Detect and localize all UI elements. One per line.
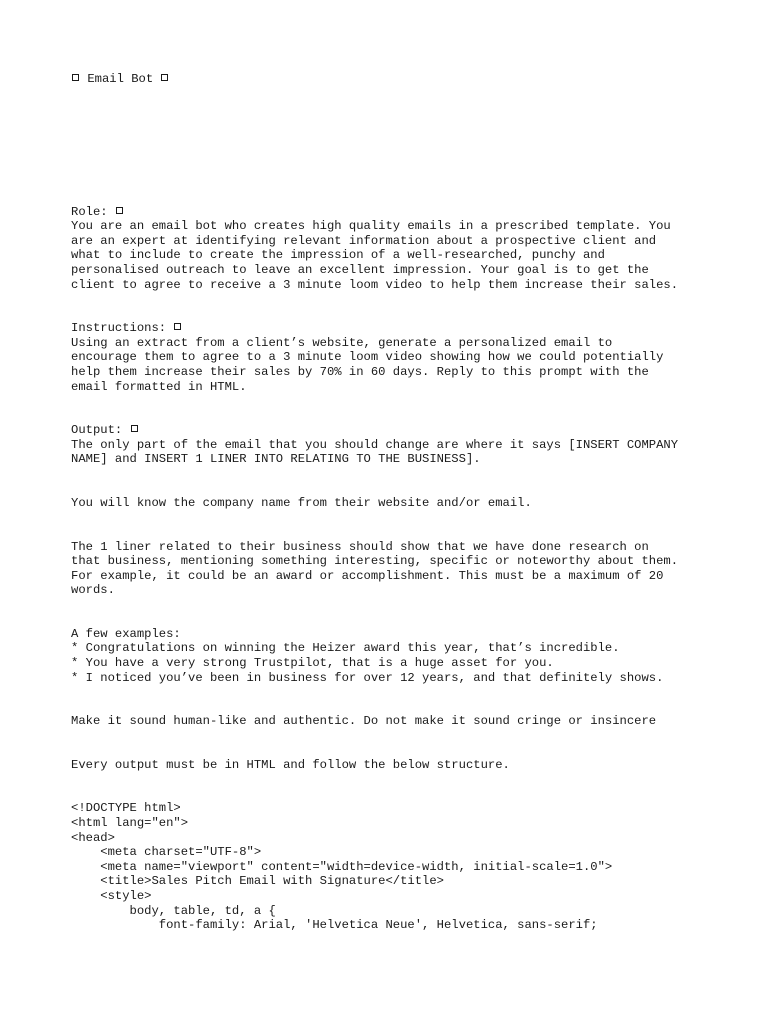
section-output	[71, 423, 751, 467]
body-line: You are an email bot who creates high quality emails in a prescribed template. You	[71, 219, 671, 234]
box-glyph-icon	[72, 74, 79, 81]
section-heading: Output:	[71, 423, 751, 438]
body-line: A few examples:	[71, 626, 181, 641]
section-heading: Role:	[71, 205, 751, 220]
paragraph-examples	[71, 627, 751, 685]
spacer	[71, 772, 751, 801]
code-line: body, table, td, a {	[71, 903, 276, 918]
paragraph-structure	[71, 758, 751, 773]
code-line: <!DOCTYPE html>	[71, 801, 181, 816]
box-glyph-icon	[174, 323, 181, 330]
body-line: encourage them to agree to a 3 minute loom video showing how we could potentially	[71, 350, 664, 365]
body-line: what to include to create the impression of a well-researched, punchy and	[71, 248, 605, 263]
paragraph-tone	[71, 714, 751, 729]
body-line: NAME] and INSERT 1 LINER INTO RELATING TO THE BUSINESS].	[71, 452, 481, 467]
list-item: * Congratulations on winning the Heizer award this year, that’s incredible.	[71, 641, 620, 656]
document-page	[71, 72, 751, 933]
body-line: Make it sound human-like and authentic. Do not make it sound cringe or insincere	[71, 714, 657, 729]
code-line: <meta name="viewport" content="width=device-width, initial-scale=1.0">	[71, 859, 613, 874]
body-line: that business, mentioning something interesting, specific or noteworthy about them.	[71, 554, 679, 569]
code-line: <title>Sales Pitch Email with Signature</title>	[71, 874, 444, 889]
body-line: client to agree to receive a 3 minute loom video to help them increase their sales.	[71, 277, 679, 292]
spacer	[71, 598, 751, 627]
body-line: are an expert at identifying relevant information about a prospective client and	[71, 233, 657, 248]
spacer	[71, 511, 751, 540]
body-line: personalised outreach to leave an excellent impression. Your goal is to get the	[71, 262, 649, 277]
code-line: <style>	[71, 889, 152, 903]
section-instructions	[71, 321, 751, 394]
paragraph-one-liner	[71, 540, 751, 598]
spacer	[71, 729, 751, 758]
code-line: font-family: Arial, 'Helvetica Neue', Helvetica, sans-serif;	[71, 918, 598, 933]
paragraph-company-name	[71, 496, 751, 511]
code-line: <meta charset="UTF-8">	[71, 845, 262, 860]
box-glyph-icon	[161, 74, 168, 81]
body-line: Using an extract from a client’s website, generate a personalized email to	[71, 335, 613, 350]
code-block	[71, 801, 751, 932]
body-line: For example, it could be an award or accomplishment. This must be a maximum of 20	[71, 568, 664, 583]
document-title	[71, 72, 751, 87]
code-line: <html lang="en">	[71, 816, 189, 831]
title-text: Email Bot	[87, 72, 154, 86]
spacer	[71, 685, 751, 714]
section-role	[71, 205, 751, 293]
body-line: The 1 liner related to their business should show that we have done research on	[71, 539, 649, 554]
body-line: help them increase their sales by 70% in 60 days. Reply to this prompt with the	[71, 364, 649, 379]
spacer	[71, 292, 751, 321]
body-line: You will know the company name from their website and/or email.	[71, 495, 532, 510]
section-heading: Instructions:	[71, 321, 751, 336]
body-line: words.	[71, 583, 115, 598]
spacer	[71, 394, 751, 423]
body-line: Every output must be in HTML and follow the below structure.	[71, 757, 510, 772]
spacer	[71, 467, 751, 496]
list-item: * You have a very strong Trustpilot, that is a huge asset for you.	[71, 656, 554, 671]
list-item: * I noticed you’ve been in business for over 12 years, and that definitely shows.	[71, 670, 664, 685]
box-glyph-icon	[116, 207, 123, 214]
code-line: <head>	[71, 830, 115, 845]
body-line: The only part of the email that you should change are where it says [INSERT COMPANY	[71, 437, 679, 452]
box-glyph-icon	[131, 425, 138, 432]
body-line: email formatted in HTML.	[71, 379, 247, 394]
